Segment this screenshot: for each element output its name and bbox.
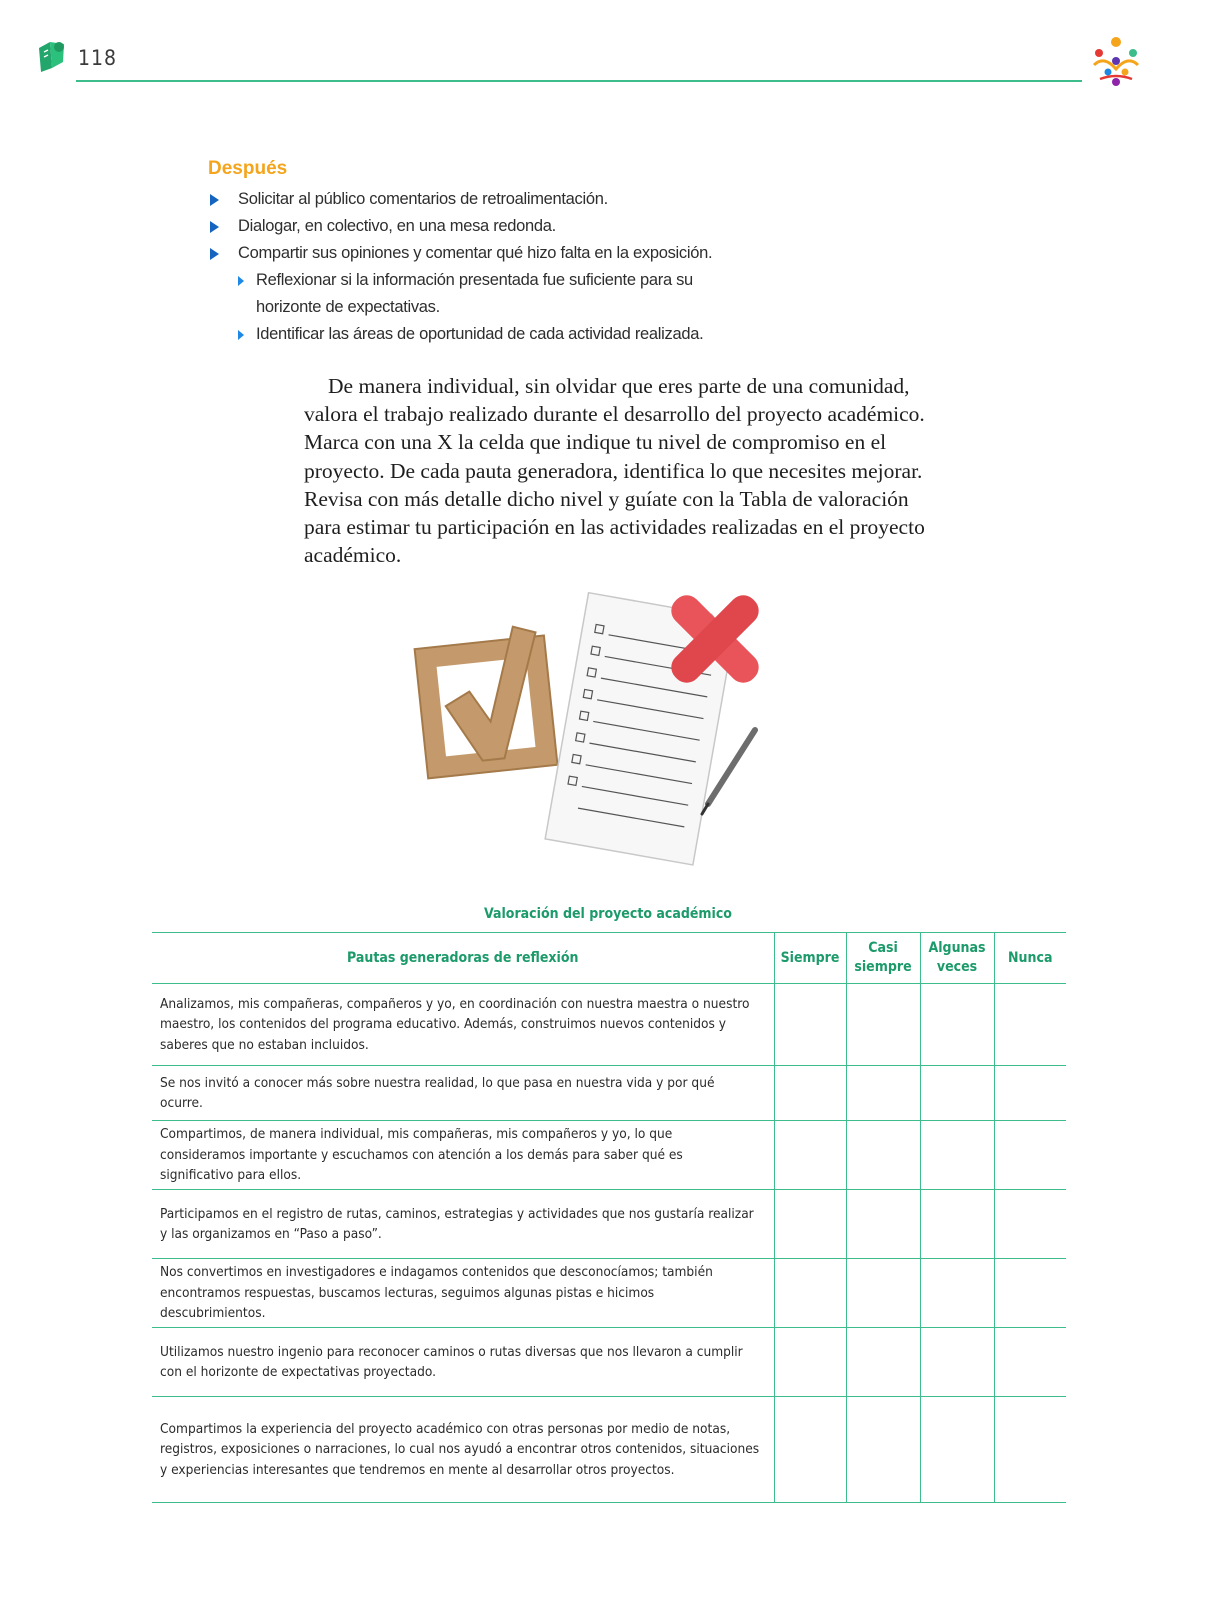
- criteria-cell: Utilizamos nuestro ingenio para reconocer caminos o rutas diversas que nos llevaron a cumplir con el horizonte de expectativas proyectado.: [152, 1328, 774, 1397]
- rating-cell-siempre[interactable]: [774, 1259, 846, 1328]
- header-nunca: Nunca: [994, 933, 1066, 984]
- rating-cell-siempre[interactable]: [774, 1121, 846, 1190]
- rating-cell-siempre[interactable]: [774, 1190, 846, 1259]
- criteria-cell: Compartimos, de manera individual, mis compañeras, mis compañeros y yo, lo que consideramos importante y escuchamos con atención a los demás para saber qué es significativo para ellos.: [152, 1121, 774, 1190]
- table-row: [152, 1397, 1066, 1503]
- wooden-checkmark-icon: [413, 624, 557, 779]
- instruction-paragraph: De manera individual, sin olvidar que eres parte de una comunidad, valora el trabajo realizado durante el desarrollo del proyecto académico. Marca con una X la celda que indique tu nivel de compromiso en el proyecto. De cada pauta generadora, identifica lo que necesites mejorar. Revisa con más detalle dicho nivel y guíate con la Tabla de valoración para estimar tu participación en las actividades realizadas en el proyecto académico.: [304, 374, 925, 568]
- rating-cell-casi-siempre[interactable]: [846, 1121, 920, 1190]
- sub-list-item: [208, 321, 756, 348]
- rating-cell-nunca[interactable]: [994, 1121, 1066, 1190]
- sub-bullet-text: Identificar las áreas de oportunidad de cada actividad realizada.: [256, 325, 704, 343]
- rating-cell-nunca[interactable]: [994, 1259, 1066, 1328]
- criteria-cell: Analizamos, mis compañeras, compañeros y yo, en coordinación con nuestra maestra o nuestro maestro, los contenidos del programa educativo. Además, construimos nuevos contenidos y saberes que no estaban incluidos.: [152, 984, 774, 1066]
- rating-cell-nunca[interactable]: [994, 1066, 1066, 1121]
- bullet-arrow-icon: [210, 221, 219, 233]
- rating-cell-casi-siempre[interactable]: [846, 1259, 920, 1328]
- rating-cell-algunas-veces[interactable]: [920, 1259, 994, 1328]
- bullet-arrow-icon: [210, 248, 219, 260]
- community-people-logo-icon: [1090, 35, 1142, 87]
- rating-cell-casi-siempre[interactable]: [846, 984, 920, 1066]
- rating-cell-nunca[interactable]: [994, 1397, 1066, 1503]
- table-row: [152, 1328, 1066, 1397]
- table-row: [152, 1259, 1066, 1328]
- rating-cell-algunas-veces[interactable]: [920, 1397, 994, 1503]
- green-book-logo-icon: [36, 38, 68, 74]
- rating-cell-casi-siempre[interactable]: [846, 1328, 920, 1397]
- list-item: [208, 213, 756, 240]
- rating-cell-siempre[interactable]: [774, 1328, 846, 1397]
- criteria-cell: Se nos invitó a conocer más sobre nuestra realidad, lo que pasa en nuestra vida y por qué ocurre.: [152, 1066, 774, 1121]
- table-header-row: [152, 933, 1066, 984]
- list-item: [208, 240, 756, 267]
- header-siempre: Siempre: [774, 933, 846, 984]
- evaluation-table: [152, 932, 1066, 1503]
- criteria-cell: Nos convertimos en investigadores e indagamos contenidos que desconocíamos; también encontramos respuestas, buscamos lecturas, seguimos algunas pistas e hicimos descubrimientos.: [152, 1259, 774, 1328]
- bullet-text: Solicitar al público comentarios de retroalimentación.: [238, 190, 608, 208]
- header-algunas-veces-line1: Algunas: [928, 940, 986, 956]
- page-number: 118: [78, 46, 118, 70]
- header-casi-siempre-line2: siempre: [854, 959, 912, 975]
- bullet-text: Compartir sus opiniones y comentar qué hizo falta en la exposición.: [238, 244, 713, 262]
- rating-cell-casi-siempre[interactable]: [846, 1066, 920, 1121]
- rating-cell-siempre[interactable]: [774, 1397, 846, 1503]
- rating-cell-siempre[interactable]: [774, 1066, 846, 1121]
- rating-cell-algunas-veces[interactable]: [920, 1328, 994, 1397]
- header-casi-siempre: [846, 933, 920, 984]
- bullet-arrow-icon: [210, 194, 219, 206]
- rating-cell-algunas-veces[interactable]: [920, 1066, 994, 1121]
- header-casi-siempre-line1: Casi: [868, 940, 898, 956]
- rating-cell-casi-siempre[interactable]: [846, 1397, 920, 1503]
- header-algunas-veces-line2: veces: [936, 959, 978, 975]
- table-row: [152, 1066, 1066, 1121]
- header-algunas-veces: [920, 933, 994, 984]
- rating-cell-siempre[interactable]: [774, 984, 846, 1066]
- checklist-illustration: [410, 582, 800, 872]
- table-row: [152, 1190, 1066, 1259]
- rating-cell-algunas-veces[interactable]: [920, 984, 994, 1066]
- header-rule: [76, 80, 1082, 82]
- despues-bullet-list: [208, 186, 756, 348]
- table-row: [152, 984, 1066, 1066]
- table-title: Valoración del proyecto académico: [484, 906, 732, 922]
- rating-cell-nunca[interactable]: [994, 1190, 1066, 1259]
- section-heading-despues: Después: [208, 158, 288, 179]
- rating-cell-algunas-veces[interactable]: [920, 1190, 994, 1259]
- table-row: [152, 1121, 1066, 1190]
- rating-cell-casi-siempre[interactable]: [846, 1190, 920, 1259]
- list-item: [208, 186, 756, 213]
- rating-cell-algunas-veces[interactable]: [920, 1121, 994, 1190]
- sub-bullet-arrow-icon: [238, 330, 244, 340]
- header-criteria: Pautas generadoras de reflexión: [152, 933, 774, 984]
- sub-bullet-text: Reflexionar si la información presentada fue suficiente para su horizonte de expectativas.: [256, 271, 693, 316]
- sub-bullet-arrow-icon: [238, 276, 244, 286]
- rating-cell-nunca[interactable]: [994, 984, 1066, 1066]
- sub-list-item: [208, 267, 756, 321]
- rating-cell-nunca[interactable]: [994, 1328, 1066, 1397]
- bullet-text: Dialogar, en colectivo, en una mesa redonda.: [238, 217, 556, 235]
- criteria-cell: Participamos en el registro de rutas, caminos, estrategias y actividades que nos gustaría realizar y las organizamos en “Paso a paso”.: [152, 1190, 774, 1259]
- criteria-cell: Compartimos la experiencia del proyecto académico con otras personas por medio de notas, registros, exposiciones o narraciones, lo cual nos ayudó a encontrar otros contenidos, situaciones y experiencias interesantes que tendremos en mente al desarrollar otros proyectos.: [152, 1397, 774, 1503]
